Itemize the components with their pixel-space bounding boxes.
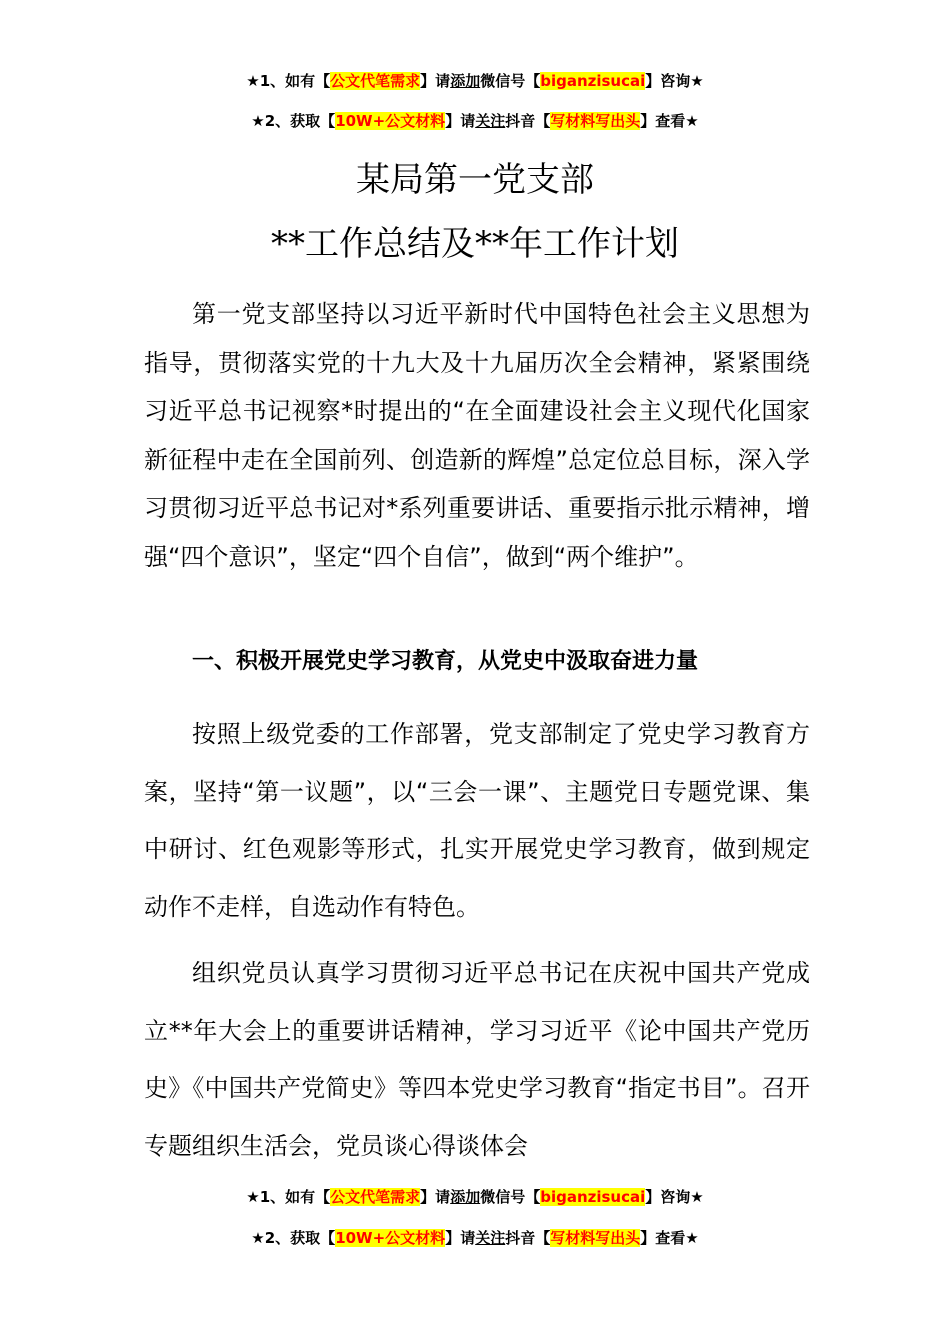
promo-line-2-top (0, 111, 950, 131)
promo-text: ★2、获取【 (251, 1229, 336, 1247)
promo-text: ★2、获取【 (251, 112, 336, 130)
body-paragraph-2-container (144, 706, 810, 936)
promo-text: 】请 (420, 72, 451, 90)
promo-highlight: 公文代笔需求 (330, 72, 421, 90)
promo-text: 】咨询★ (645, 72, 704, 90)
promo-line-1-top (0, 71, 950, 91)
promo-underline: 添加 (450, 1188, 481, 1206)
promo-text: 】请 (445, 1229, 476, 1247)
promo-text: 】请 (420, 1188, 451, 1206)
promo-text: 】咨询★ (645, 1188, 704, 1206)
section-heading-1: 一、积极开展党史学习教育，从党史中汲取奋进力量 (192, 649, 699, 674)
promo-text: 】查看★ (640, 112, 699, 130)
promo-highlight: 写材料写出头 (550, 112, 641, 130)
promo-highlight: biganzisucai (540, 1188, 646, 1206)
body-paragraph-1-container (144, 290, 810, 581)
promo-text: 】查看★ (640, 1229, 699, 1247)
body-paragraph-3: 组织党员认真学习贯彻习近平总书记在庆祝中国共产党成立**年大会上的重要讲话精神，学习习近平《论中国共产党历史》《中国共产党简史》等四本党史学习教育“指定书目”。召开专题组织生活会，党员谈心得谈体会 (144, 959, 810, 1160)
promo-text: 微信号【 (480, 1188, 541, 1206)
promo-text: 】请 (445, 112, 476, 130)
body-paragraph-3-container (144, 945, 810, 1175)
promo-text: ★1、如有【 (246, 72, 331, 90)
body-paragraph-1: 第一党支部坚持以习近平新时代中国特色社会主义思想为指导，贯彻落实党的十九大及十九届历次全会精神，紧紧围绕习近平总书记视察*时提出的“在全面建设社会主义现代化国家新征程中走在全国前列、创造新的辉煌”总定位总目标，深入学习贯彻习近平总书记对*系列重要讲话、重要指示批示精神，增强“四个意识”，坚定“四个自信”，做到“两个维护”。 (144, 300, 810, 571)
promo-text: 抖音【 (505, 112, 551, 130)
promo-underline: 添加 (450, 72, 481, 90)
promo-text: 抖音【 (505, 1229, 551, 1247)
promo-highlight: 写材料写出头 (550, 1229, 641, 1247)
promo-highlight: 10W+公文材料 (335, 1229, 446, 1247)
document-title-line-1: 某局第一党支部 (356, 160, 594, 200)
promo-highlight: 10W+公文材料 (335, 112, 446, 130)
promo-text: 微信号【 (480, 72, 541, 90)
body-paragraph-2: 按照上级党委的工作部署，党支部制定了党史学习教育方案，坚持“第一议题”，以“三会一课”、主题党日专题党课、集中研讨、红色观影等形式，扎实开展党史学习教育，做到规定动作不走样，自选动作有特色。 (144, 720, 810, 921)
promo-highlight: 公文代笔需求 (330, 1188, 421, 1206)
promo-highlight: biganzisucai (540, 72, 646, 90)
promo-line-1-bottom (0, 1187, 950, 1207)
promo-text: ★1、如有【 (246, 1188, 331, 1206)
document-title-line-2: **工作总结及**年工作计划 (271, 224, 679, 264)
promo-underline: 关注 (475, 112, 506, 130)
promo-underline: 关注 (475, 1229, 506, 1247)
promo-line-2-bottom (0, 1228, 950, 1248)
